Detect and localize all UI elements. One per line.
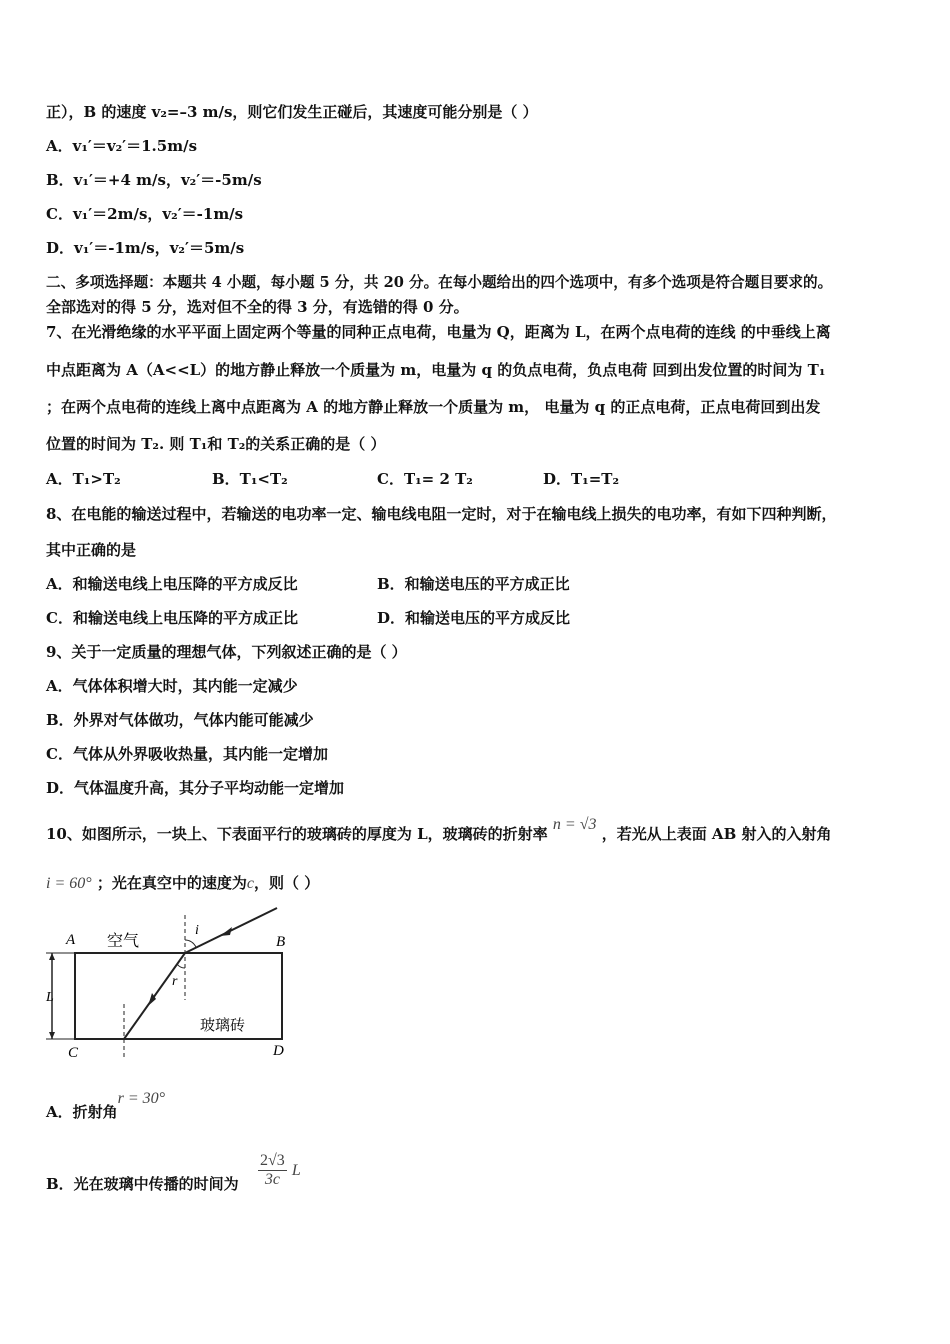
q10-option-b bbox=[46, 1174, 239, 1194]
q10-stem-part2: ，若光从上表面 AB 射入的入射角 bbox=[601, 825, 832, 843]
corner-label-c: C bbox=[68, 1045, 79, 1061]
light-speed-symbol: c bbox=[246, 875, 254, 892]
glass-block-diagram bbox=[40, 900, 310, 1070]
thickness-label: L bbox=[46, 990, 54, 1005]
q8-option-c: C．和输送电线上电压降的平方成正比 bbox=[46, 609, 298, 627]
fraction-tail: L bbox=[291, 1162, 301, 1179]
q10-stem-part3: ；光在真空中的速度为 bbox=[96, 874, 247, 892]
angle-r-arc bbox=[177, 964, 185, 968]
q8-stem-line1: 8、在电能的输送过程中，若输送的电功率一定、输电线电阻一定时，对于在输电线上损失的电功率，有如下四种判断， bbox=[46, 505, 837, 523]
refraction-angle-label: r bbox=[172, 974, 178, 989]
incidence-angle-label: i bbox=[195, 923, 199, 938]
fraction-denominator: 3c bbox=[264, 1171, 280, 1188]
q9-stem: 9、关于一定质量的理想气体，下列叙述正确的是（ ） bbox=[46, 643, 407, 661]
q8-option-a: A．和输送电线上电压降的平方成反比 bbox=[46, 575, 298, 593]
q10-stem-part4: ，则（ ） bbox=[254, 874, 320, 892]
incidence-angle-formula: i = 60° bbox=[46, 875, 92, 892]
angle-i-arc bbox=[185, 940, 196, 947]
glass-label: 玻璃砖 bbox=[200, 1018, 246, 1034]
q10-stem-part1: 10、如图所示，一块上、下表面平行的玻璃砖的厚度为 L，玻璃砖的折射率 bbox=[46, 825, 548, 843]
q9-option-b: B．外界对气体做功，气体内能可能减少 bbox=[46, 711, 314, 729]
refracted-ray bbox=[124, 953, 185, 1039]
q10-option-b-label: B．光在玻璃中传播的时间为 bbox=[46, 1175, 239, 1193]
q7-stem-line4: 位置的时间为 T₂. 则 T₁和 T₂的关系正确的是（ ） bbox=[46, 435, 386, 453]
q6-option-d: D．v₁′＝-1m/s，v₂′＝5m/s bbox=[46, 239, 245, 257]
q9-option-c: C．气体从外界吸收热量，其内能一定增加 bbox=[46, 745, 328, 763]
refractive-index-formula: n = √3 bbox=[552, 816, 597, 833]
q10-stem-line2 bbox=[46, 873, 319, 894]
section2-heading-line1: 二、多项选择题：本题共 4 小题，每小题 5 分，共 20 分。在每小题给出的四个选项中，有多个选项是符合题目要求的。 bbox=[46, 274, 833, 291]
section2-heading-line2: 全部选对的得 5 分，选对但不全的得 3 分，有选错的得 0 分。 bbox=[46, 298, 469, 316]
air-label: 空气 bbox=[107, 933, 140, 950]
q10-option-a bbox=[46, 1090, 166, 1123]
q6-option-c: C．v₁′＝2m/s，v₂′＝-1m/s bbox=[46, 205, 244, 223]
q6-option-b: B．v₁′＝+4 m/s，v₂′＝-5m/s bbox=[46, 171, 262, 189]
q6-option-a: A．v₁′＝v₂′＝1.5m/s bbox=[46, 137, 198, 155]
q7-stem-line1: 7、在光滑绝缘的水平平面上固定两个等量的同种正点电荷，电量为 Q，距离为 L，在两个点电荷的连线 的中垂线上离 bbox=[46, 323, 831, 341]
q10-option-a-label: A．折射角 bbox=[46, 1103, 118, 1121]
corner-label-d: D bbox=[273, 1043, 284, 1059]
q7-option-d: D．T₁=T₂ bbox=[543, 470, 620, 488]
travel-time-fraction bbox=[258, 1152, 301, 1189]
q9-option-d: D．气体温度升高，其分子平均动能一定增加 bbox=[46, 779, 345, 797]
q10-stem-line1 bbox=[46, 816, 832, 845]
corner-label-b: B bbox=[276, 934, 286, 950]
thickness-arrow-down bbox=[49, 1032, 55, 1039]
q7-option-c: C．T₁= 2 T₂ bbox=[377, 470, 473, 488]
q7-stem-line2: 中点距离为 A（A<<L）的地方静止释放一个质量为 m，电量为 q 的负点电荷，负点电荷 回到出发位置的时间为 T₁ bbox=[46, 361, 826, 379]
q8-option-b: B．和输送电压的平方成正比 bbox=[377, 575, 570, 593]
q9-option-a: A．气体体积增大时，其内能一定减少 bbox=[46, 677, 298, 695]
corner-label-a: A bbox=[66, 932, 76, 948]
q7-option-a: A．T₁>T₂ bbox=[46, 470, 121, 488]
q6-stem-tail: 正），B 的速度 v₂=–3 m/s，则它们发生正碰后，其速度可能分别是（ ） bbox=[46, 103, 538, 121]
fraction-numerator: 2√3 bbox=[260, 1152, 285, 1169]
thickness-arrow-up bbox=[49, 953, 55, 960]
refraction-angle-formula: r = 30° bbox=[117, 1090, 166, 1107]
q8-stem-line2: 其中正确的是 bbox=[46, 541, 137, 559]
q7-stem-line3: ；在两个点电荷的连线上离中点距离为 A 的地方静止释放一个质量为 m， 电量为 q 的正点电荷，正点电荷回到出发 bbox=[46, 398, 821, 416]
incident-arrow bbox=[220, 927, 232, 936]
q8-option-d: D．和输送电压的平方成反比 bbox=[377, 609, 571, 627]
q7-option-b: B．T₁<T₂ bbox=[212, 470, 288, 488]
